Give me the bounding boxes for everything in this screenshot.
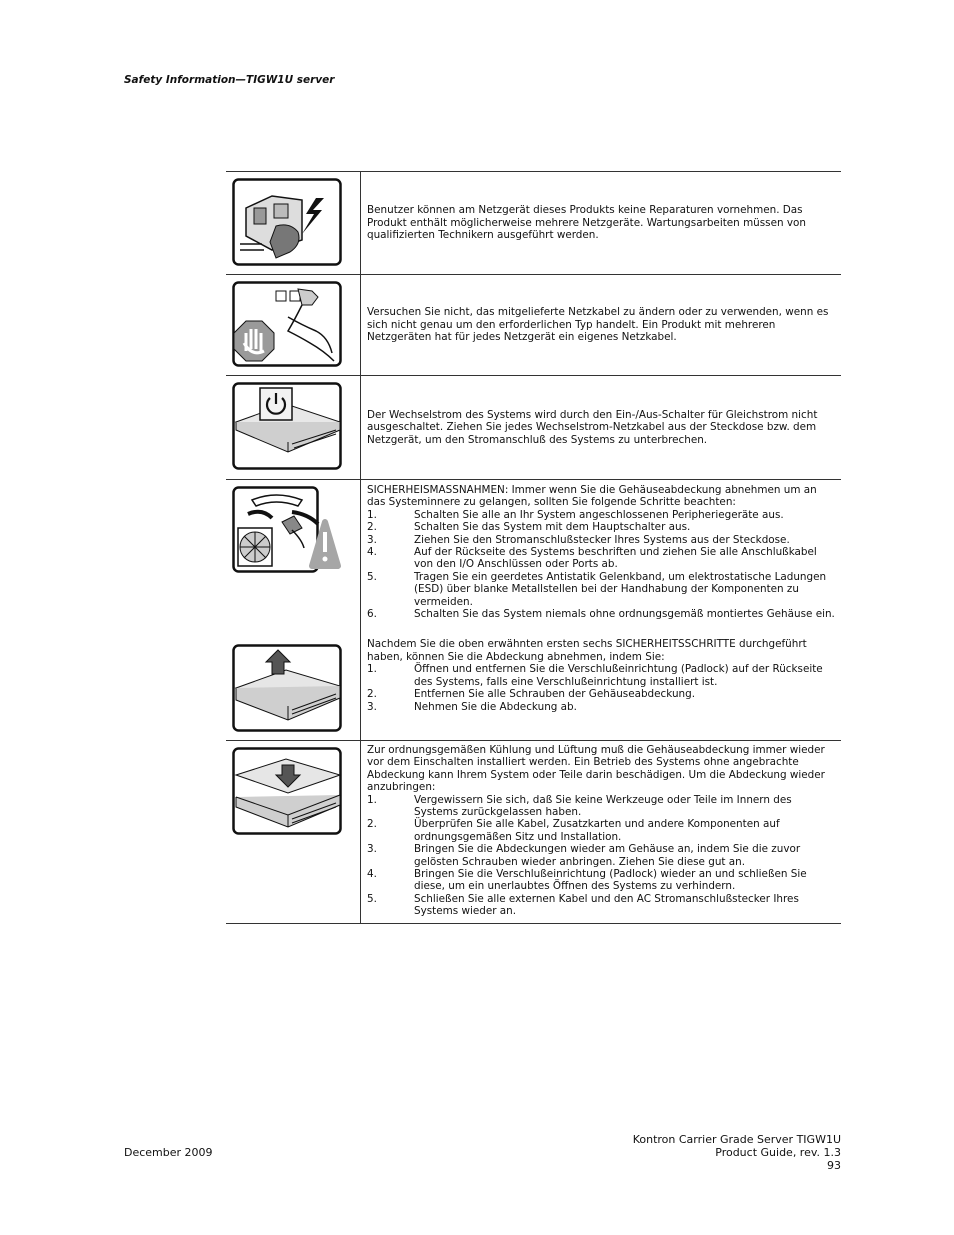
icon-cell xyxy=(226,741,361,924)
list-item: 1. Schalten Sie alle an Ihr System angeschlossenen Peripheriegeräte aus. xyxy=(367,508,784,521)
list-item: 1. Öffnen und entfernen Sie die Verschlußeinrichtung (Padlock) auf der Rückseite des Systems, falls eine Verschlußeinrichtung installiert ist. xyxy=(367,663,823,688)
icon-cell xyxy=(226,480,361,741)
list-item: 5. Tragen Sie ein geerdetes Antistatik Gelenkband, um elektrostatische Ladungen (ESD) über blanke Metallstellen bei der Handhabung der Komponenten zu vermeiden. xyxy=(367,570,827,608)
safety-text: Versuchen Sie nicht, das mitgelieferte Netzkabel zu ändern oder zu verwenden, wenn es sich nicht genau um den erforderlichen Typ handelt. Ein Produkt mit mehreren Netzgeräten hat für jedes Netzgerät ein eigenes Netzkabel. xyxy=(367,306,829,344)
list-item: 3. Bringen Sie die Abdeckungen wieder am Gehäuse an, indem Sie die zuvor gelösten Schrauben wieder anbringen. Ziehen Sie diese gut an. xyxy=(367,843,801,868)
footer-product: Kontron Carrier Grade Server TIGW1U xyxy=(632,1133,841,1146)
safety-steps-list xyxy=(367,509,835,621)
text-cell xyxy=(361,741,842,924)
footer-guide: Product Guide, rev. 1.3 xyxy=(715,1146,841,1159)
footer-product-info xyxy=(633,1133,841,1172)
text-cell xyxy=(361,275,842,376)
table-row xyxy=(226,275,841,376)
install-cover-icon xyxy=(232,747,342,835)
text-cell xyxy=(361,172,842,275)
cover-install-steps-list xyxy=(367,794,835,918)
list-item: 6. Schalten Sie das System niemals ohne ordnungsgemäß montiertes Gehäuse ein. xyxy=(367,608,835,621)
safety-intro: SICHERHEISMASSNAHMEN: Immer wenn Sie die Gehäuseabdeckung abnehmen um an das Systeminnere zu gelangen, sollten Sie folgende Schritte beachten: xyxy=(367,484,817,509)
list-item: 2. Entfernen Sie alle Schrauben der Gehäuseabdeckung. xyxy=(367,688,696,701)
page-number: 93 xyxy=(827,1159,841,1172)
icon-cell xyxy=(226,275,361,376)
footer-date: December 2009 xyxy=(124,1146,213,1159)
cover-removal-steps-list xyxy=(367,663,835,713)
list-item: 2. Schalten Sie das System mit dem Hauptschalter aus. xyxy=(367,521,691,534)
disconnect-warning-icon xyxy=(232,486,342,574)
power-cord-stop-icon xyxy=(232,281,342,367)
table-row xyxy=(226,480,841,741)
list-item: 3. Nehmen Sie die Abdeckung ab. xyxy=(367,700,577,713)
icon-cell xyxy=(226,376,361,480)
text-cell xyxy=(361,480,842,741)
power-supply-hazard-icon xyxy=(232,178,342,266)
list-item: 2. Überprüfen Sie alle Kabel, Zusatzkarten und andere Komponenten auf ordnungsgemäßen Sitz und Installation. xyxy=(367,818,780,843)
list-item: 1. Vergewissern Sie sich, daß Sie keine Werkzeuge oder Teile im Innern des Systems zurückgelassen haben. xyxy=(367,793,792,819)
list-item: 5. Schließen Sie alle externen Kabel und den AC Stromanschlußstecker Ihres Systems wieder an. xyxy=(367,892,799,918)
list-item: 4. Bringen Sie die Verschlußeinrichtung (Padlock) wieder an und schließen Sie diese, um ein unerlaubtes Öffnen des Systems zu verhindern. xyxy=(367,868,807,893)
list-item: 4. Auf der Rückseite des Systems beschriften und ziehen Sie alle Anschlußkabel von den I/O Anschlüssen oder Ports ab. xyxy=(367,546,817,571)
icon-cell xyxy=(226,172,361,275)
table-row xyxy=(226,172,841,275)
running-header: Safety Information—TIGW1U server xyxy=(124,74,335,86)
safety-text: Benutzer können am Netzgerät dieses Produkts keine Reparaturen vornehmen. Das Produkt enthält möglicherweise mehrere Netzgeräte. Wartungsarbeiten müssen von qualifizierten Technikern ausgeführt werden. xyxy=(367,204,806,242)
table-row xyxy=(226,741,841,924)
safety-intro-2: Nachdem Sie die oben erwähnten ersten sechs SICHERHEITSSCHRITTE durchgeführt haben, können Sie die Abdeckung abnehmen, indem Sie: xyxy=(367,638,807,663)
text-cell xyxy=(361,376,842,480)
power-switch-server-icon xyxy=(232,382,342,470)
table-row xyxy=(226,376,841,480)
safety-text: Der Wechselstrom des Systems wird durch den Ein-/Aus-Schalter für Gleichstrom nicht ausgeschaltet. Ziehen Sie jedes Wechselstrom-Netzkabel aus der Steckdose bzw. dem Netzgerät, um den Stromanschluß des Systems zu unterbrechen. xyxy=(367,408,818,446)
safety-table xyxy=(226,171,841,924)
safety-intro: Zur ordnungsgemäßen Kühlung und Lüftung muß die Gehäuseabdeckung immer wieder vor dem Einschalten installiert werden. Ein Betrieb des Systems ohne angebrachte Abdeckung kann Ihrem System oder Teile darin beschädigen. Um die Abdeckung wieder anzubringen: xyxy=(367,744,825,794)
list-item: 3. Ziehen Sie den Stromanschlußstecker Ihres Systems aus der Steckdose. xyxy=(367,533,790,546)
remove-cover-icon xyxy=(232,644,342,732)
